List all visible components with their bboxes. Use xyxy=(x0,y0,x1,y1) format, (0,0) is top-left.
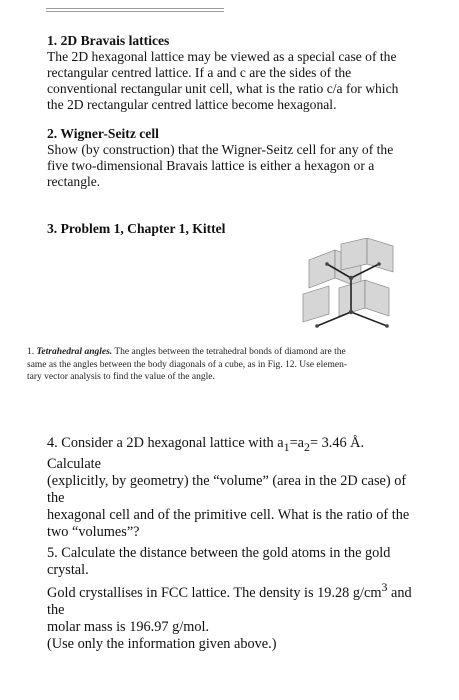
kittel-line-text: The angles between the tetrahedral bonds of diamond are the xyxy=(112,347,346,357)
problem-text: Gold crystallises in FCC lattice. The density is 19.28 g/cm xyxy=(47,584,382,601)
problem-line: 5. Calculate the distance between the gold atoms in the gold xyxy=(47,545,391,561)
body-line: rectangle. xyxy=(47,174,101,189)
section-heading: 3. Problem 1, Chapter 1, Kittel xyxy=(47,221,226,236)
kittel-line: 1. Tetrahedral angles. The angles between the tetrahedral bonds of diamond are the xyxy=(27,347,346,357)
body-line: Show (by construction) that the Wigner-Seitz cell for any of the xyxy=(47,142,394,157)
problem-line: hexagonal cell and of the primitive cell. What is the ratio of the xyxy=(47,506,410,523)
kittel-line: same as the angles between the body diagonals of a cube, as in Fig. 12. Use elemen- xyxy=(27,359,348,370)
body-line: the 2D rectangular centred lattice become hexagonal. xyxy=(47,97,337,112)
cube-face xyxy=(309,250,335,288)
subscript: 2 xyxy=(304,439,310,454)
kittel-problem-text xyxy=(27,346,399,384)
problem-text: =a xyxy=(289,435,304,451)
problem-text: 4. Consider a 2D hexagonal lattice with a xyxy=(47,435,284,451)
section-bravais-lattices xyxy=(47,33,419,113)
problem-line: (Use only the information given above.) xyxy=(47,635,277,652)
superscript: 3 xyxy=(381,580,388,594)
atom xyxy=(315,324,319,328)
section-wigner-seitz xyxy=(47,126,419,190)
section-hexagonal-problem xyxy=(47,435,419,541)
atom xyxy=(325,262,329,266)
atom xyxy=(385,324,389,328)
problem-text: and the xyxy=(47,584,412,618)
body-line: The 2D hexagonal lattice may be viewed as a special case of the xyxy=(47,49,397,64)
body-line: conventional rectangular unit cell, what is the ratio c/a for which xyxy=(47,81,399,96)
diamond-cube-figure xyxy=(297,238,405,338)
section-heading: 1. 2D Bravais lattices xyxy=(47,33,170,48)
problem-line xyxy=(47,579,419,619)
top-rule xyxy=(46,8,224,9)
kittel-title: Tetrahedral angles. xyxy=(36,347,113,357)
problem-line: molar mass is 196.97 g/mol. xyxy=(47,618,210,635)
section-gold-problem xyxy=(47,545,419,653)
problem-text: = 3.46 Å. Calculate xyxy=(47,435,365,472)
problem-line xyxy=(47,435,419,473)
kittel-line: tary vector analysis to find the value of the angle. xyxy=(27,372,215,382)
atom xyxy=(377,262,381,266)
section-kittel-problem xyxy=(47,221,419,237)
cube-face xyxy=(303,286,329,322)
section-heading: 2. Wigner-Seitz cell xyxy=(47,126,159,141)
body-line: rectangular centred lattice. If a and c are the sides of the xyxy=(47,65,352,80)
problem-line: crystal. xyxy=(47,562,89,578)
cube-face xyxy=(365,280,389,316)
problem-line: (explicitly, by geometry) the “volume” (area in the 2D case) of the xyxy=(47,472,407,506)
body-line: five two-dimensional Bravais lattice is either a hexagon or a xyxy=(47,158,375,173)
top-rule-2 xyxy=(46,11,224,12)
cube-face xyxy=(341,238,367,270)
cube-face xyxy=(367,238,393,272)
atom xyxy=(349,276,353,280)
atom xyxy=(349,310,353,314)
subscript: 1 xyxy=(283,439,290,454)
tetrahedral-bond xyxy=(351,312,387,326)
problem-line: two “volumes”? xyxy=(47,523,140,540)
